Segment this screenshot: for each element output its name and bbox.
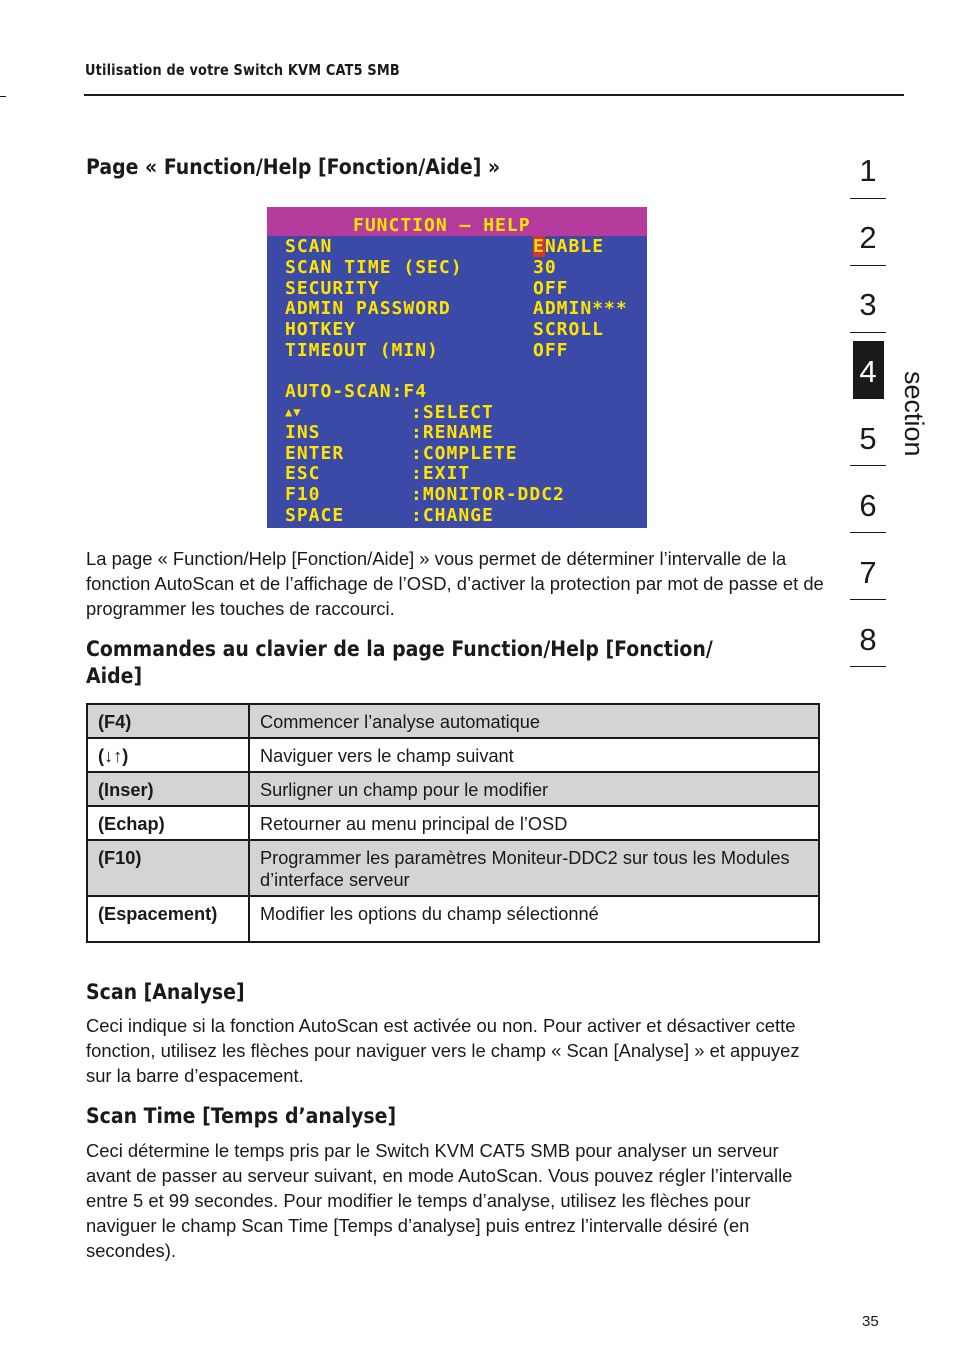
- osd-key-action: :CHANGE: [411, 505, 494, 526]
- osd-setting-value: ENABLE: [533, 236, 605, 257]
- table-row: [87, 806, 819, 840]
- command-desc: Programmer les paramètres Moniteur-DDC2 sur tous les Modules d’interface serveur: [249, 840, 819, 896]
- osd-screenshot: [267, 207, 647, 528]
- function-help-intro: La page « Function/Help [Fonction/Aide] » vous permet de déterminer l’intervalle de la fonction AutoScan et de l’affichage de l’OSD, d’activer la protection par mot de passe et de programmer les touches de raccourci.: [86, 548, 824, 619]
- section-tab-3[interactable]: 3: [859, 287, 877, 322]
- scan-time-body: Ceci détermine le temps pris par le Switch KVM CAT5 SMB pour analyser un serveur avant de passer au serveur suivant, en mode AutoScan. Vous pouvez régler l’intervalle entre 5 et 99 secondes. Pour modifier le temps d’analyse, utilisez les flèches pour naviguer le champ Scan Time [Temps d’analyse] puis entrez l’intervalle désiré (en secondes).: [86, 1140, 793, 1261]
- osd-setting-value: OFF: [533, 340, 569, 361]
- table-row: [87, 896, 819, 942]
- crop-mark: [0, 96, 6, 97]
- osd-title: FUNCTION – HELP: [353, 215, 531, 236]
- osd-setting-name: HOTKEY: [285, 319, 357, 340]
- section-divider: [850, 198, 886, 199]
- osd-key: INS: [285, 422, 321, 443]
- table-row: [87, 738, 819, 772]
- section-tab-8[interactable]: 8: [859, 622, 877, 657]
- osd-key-action: :COMPLETE: [411, 443, 518, 464]
- command-key: (Echap): [87, 806, 249, 840]
- command-key: (F10): [87, 840, 249, 896]
- osd-key: ESC: [285, 463, 321, 484]
- section-tab-2[interactable]: 2: [859, 220, 877, 255]
- scan-body: Ceci indique si la fonction AutoScan est activée ou non. Pour activer et désactiver cette fonction, utilisez les flèches pour naviguer vers le champ « Scan [Analyse] » et appuyez sur la barre d’espacement.: [86, 1015, 800, 1086]
- section-label: section: [899, 371, 929, 457]
- osd-key-action: :MONITOR-DDC2: [411, 484, 565, 505]
- osd-setting-name: TIMEOUT (MIN): [285, 340, 439, 361]
- section-tab-6[interactable]: 6: [859, 488, 877, 523]
- table-row: [87, 704, 819, 738]
- osd-setting-name: ADMIN PASSWORD: [285, 298, 451, 319]
- osd-key: SPACE: [285, 505, 345, 526]
- commands-heading: Commandes au clavier de la page Function/Help [Fonction/ Aide]: [86, 637, 713, 688]
- command-desc: Naviguer vers le champ suivant: [249, 738, 819, 772]
- page-number: 35: [862, 1313, 879, 1330]
- header-rule: [84, 94, 904, 96]
- scan-time-heading: Scan Time [Temps d’analyse]: [86, 1104, 397, 1128]
- section-tab-7[interactable]: 7: [859, 555, 877, 590]
- command-key: (Inser): [87, 772, 249, 806]
- osd-key: ENTER: [285, 443, 345, 464]
- section-divider: [850, 332, 886, 333]
- osd-key-action: :EXIT: [411, 463, 471, 484]
- osd-cursor: E: [533, 236, 545, 257]
- osd-autoscan: AUTO-SCAN:F4: [285, 381, 428, 402]
- command-desc: Surligner un champ pour le modifier: [249, 772, 819, 806]
- section-divider: [850, 666, 886, 667]
- osd-arrows-icon: ▲▼: [285, 405, 302, 419]
- section-divider: [850, 532, 886, 533]
- osd-key: F10: [285, 484, 321, 505]
- command-desc: Retourner au menu principal de l’OSD: [249, 806, 819, 840]
- osd-setting-name: SCAN TIME (SEC): [285, 257, 463, 278]
- table-row: [87, 772, 819, 806]
- section-tab-4[interactable]: 4: [859, 354, 877, 389]
- osd-setting-value: OFF: [533, 278, 569, 299]
- command-key: (F4): [87, 704, 249, 738]
- commands-table: [86, 703, 820, 943]
- section-divider: [850, 465, 886, 466]
- section-divider: [850, 265, 886, 266]
- command-key: (↓↑): [87, 738, 249, 772]
- section-divider: [850, 599, 886, 600]
- running-header: Utilisation de votre Switch KVM CAT5 SMB: [85, 61, 400, 79]
- osd-setting-value: 30: [533, 257, 557, 278]
- osd-setting-name: SECURITY: [285, 278, 380, 299]
- command-desc: Modifier les options du champ sélectionné: [249, 896, 819, 942]
- command-key: (Espacement): [87, 896, 249, 942]
- section-tab-1[interactable]: 1: [859, 153, 877, 188]
- table-row: [87, 840, 819, 896]
- osd-setting-value: ADMIN***: [533, 298, 628, 319]
- osd-key-action: :SELECT: [411, 402, 494, 423]
- command-desc: Commencer l’analyse automatique: [249, 704, 819, 738]
- osd-setting-value: SCROLL: [533, 319, 605, 340]
- osd-setting-name: SCAN: [285, 236, 333, 257]
- osd-key-action: :RENAME: [411, 422, 494, 443]
- scan-heading: Scan [Analyse]: [86, 980, 245, 1004]
- section-tab-5[interactable]: 5: [859, 421, 877, 456]
- function-help-heading: Page « Function/Help [Fonction/Aide] »: [86, 155, 501, 179]
